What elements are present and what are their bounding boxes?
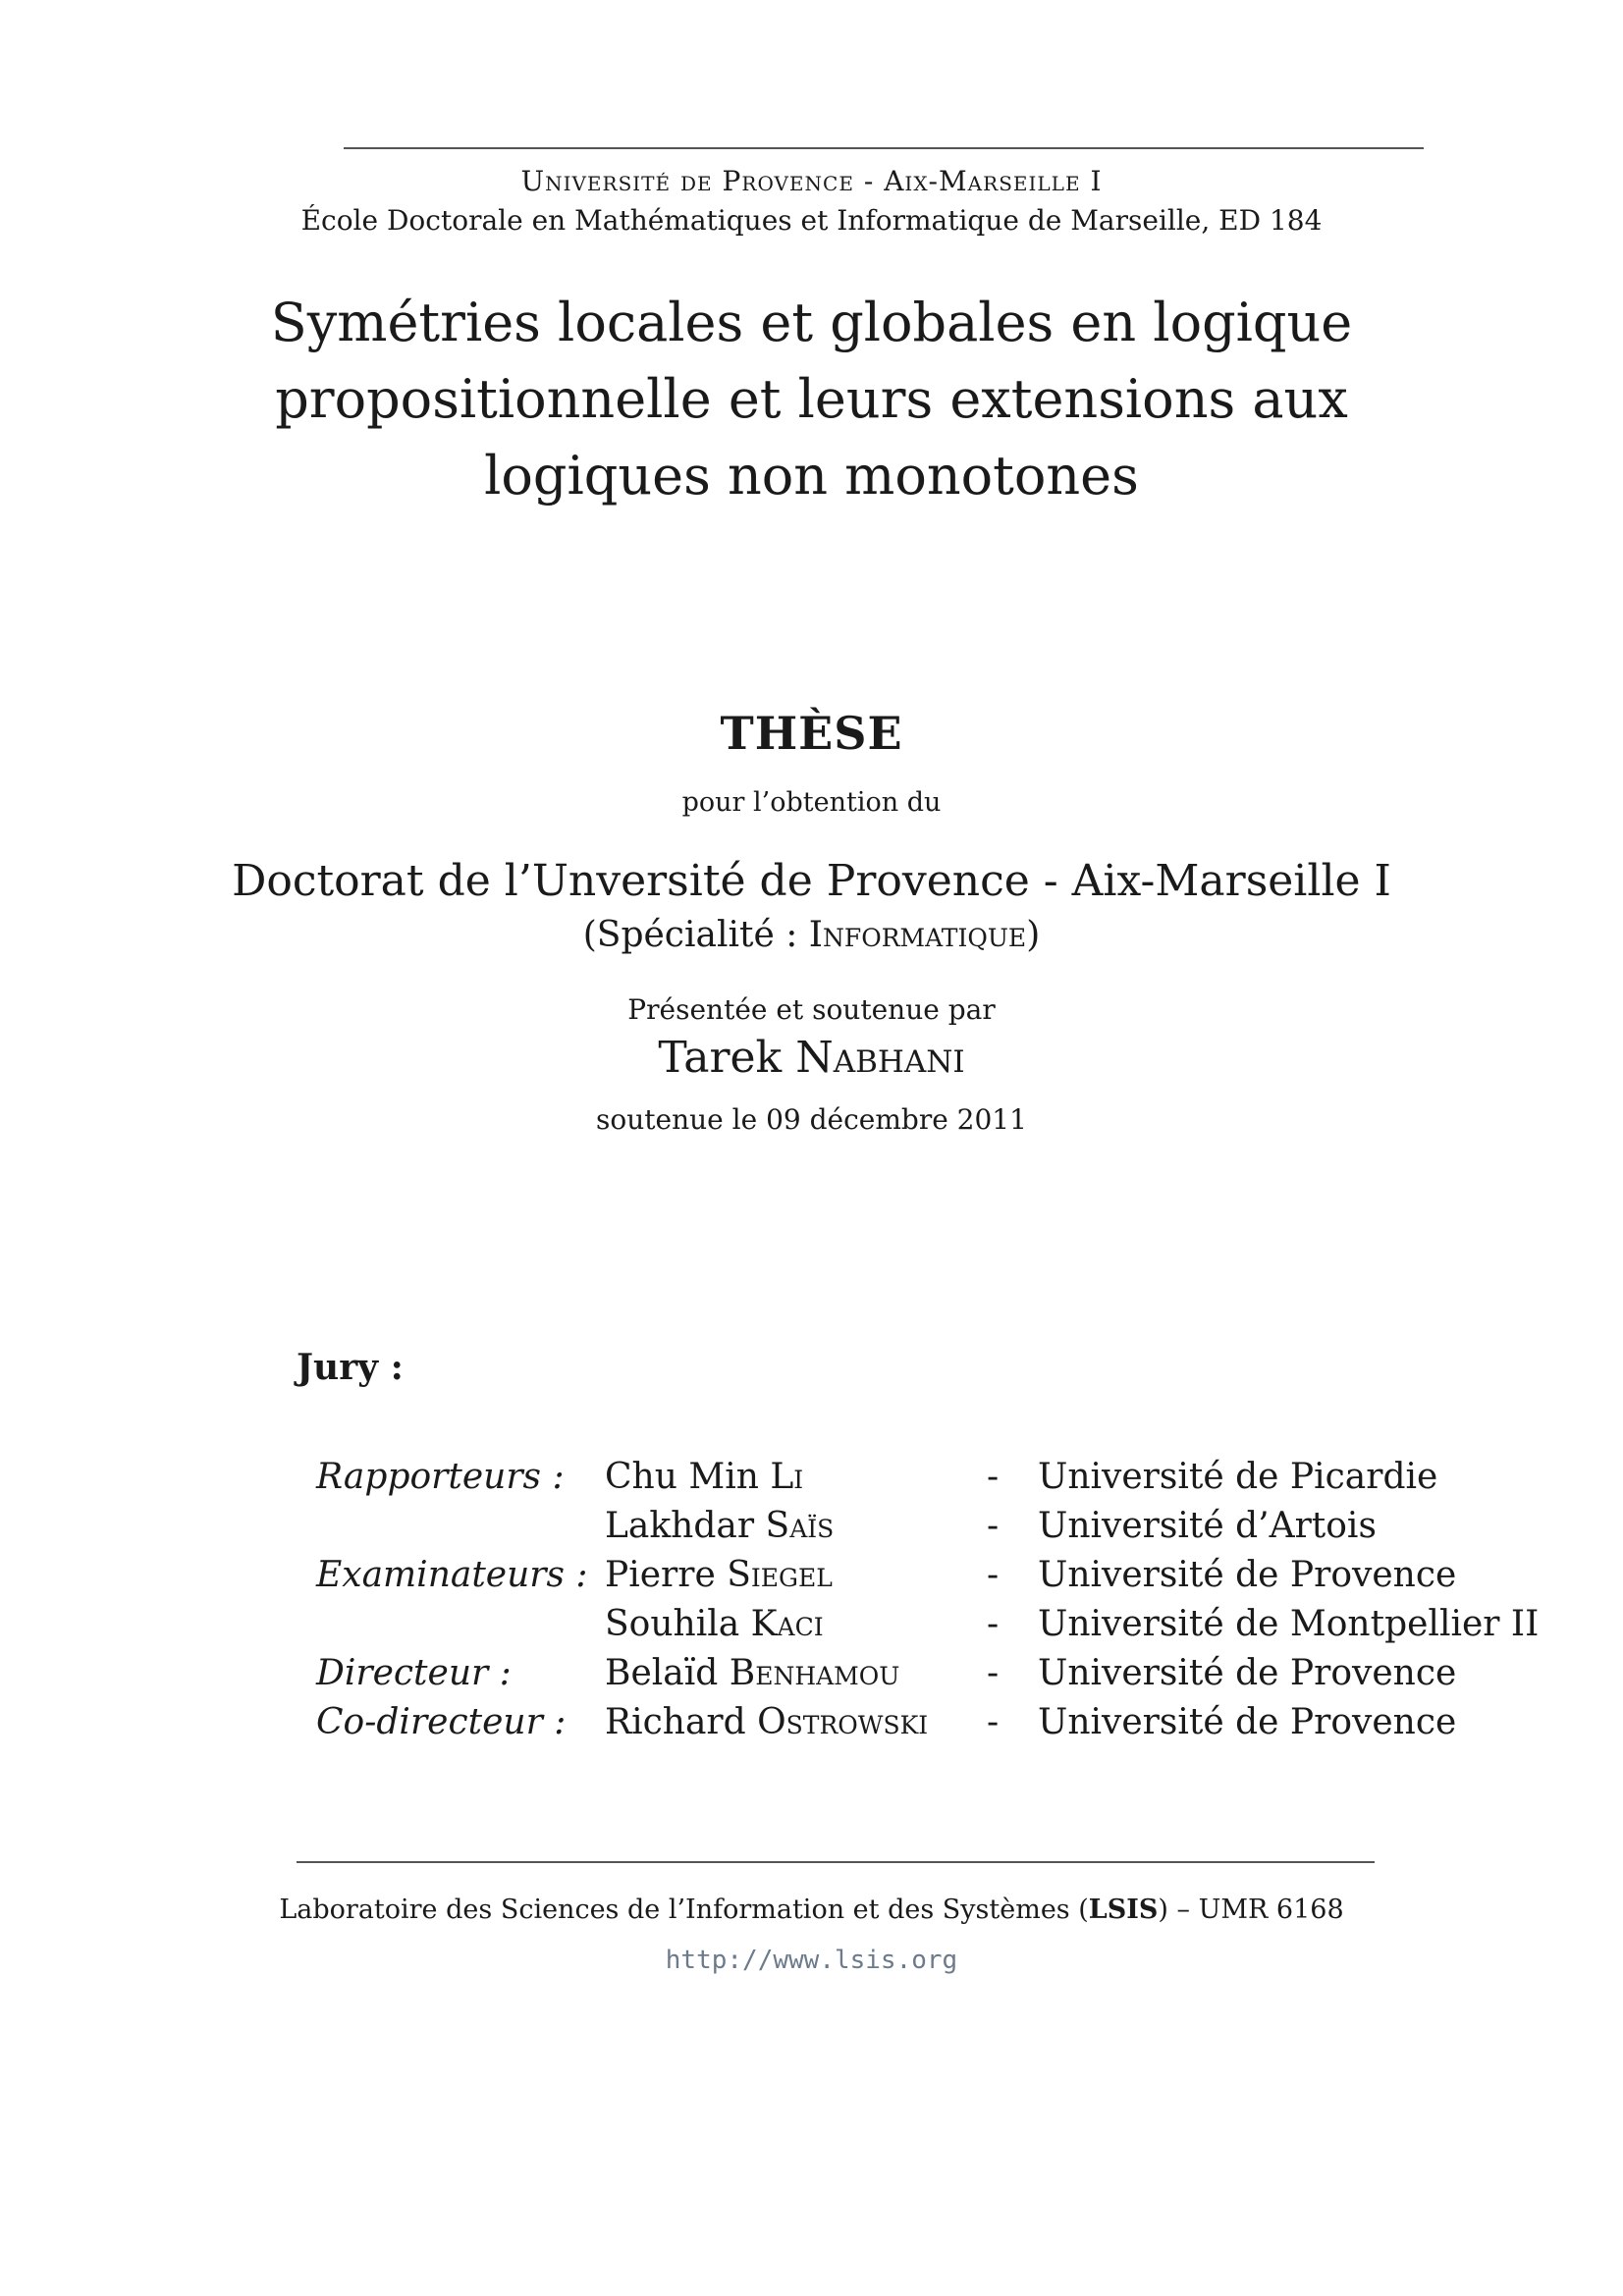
specialty-suffix: ) [1026, 915, 1041, 955]
jury-row [0, 1653, 1623, 1702]
jury-member-first: Pierre [605, 1555, 716, 1595]
lab-suffix: ) – UMR 6168 [1158, 1895, 1344, 1925]
jury-member-last: Li [770, 1457, 804, 1497]
jury-row [0, 1457, 1623, 1506]
specialty-value: Informatique [808, 915, 1027, 955]
lab-prefix: Laboratoire des Sciences de l’Information et des Systèmes ( [279, 1895, 1089, 1925]
jury-role: Examinateurs : [316, 1555, 588, 1595]
lab-acronym: LSIS [1088, 1895, 1159, 1925]
top-rule [344, 147, 1424, 149]
jury-affiliation: Université de Provence [1038, 1702, 1457, 1742]
jury-member-first: Souhila [605, 1604, 740, 1644]
doctoral-school [0, 204, 1623, 237]
thesis-title-line-1: Symétries locales et globales en logique [270, 292, 1353, 353]
these-heading [0, 707, 1623, 760]
degree-title [0, 856, 1623, 906]
jury-member-first: Richard [605, 1702, 746, 1742]
laboratory [0, 1895, 1623, 1925]
jury-separator: - [987, 1604, 1000, 1644]
jury-member-first: Chu Min [605, 1457, 759, 1497]
jury-role: Directeur : [316, 1653, 512, 1693]
jury-affiliation: Université de Picardie [1038, 1457, 1438, 1497]
for-obtaining [0, 787, 1623, 818]
jury-separator: - [987, 1555, 1000, 1595]
lab-url [0, 1946, 1623, 1975]
jury-member-last: Ostrowski [757, 1702, 929, 1742]
specialty-prefix: (Spécialité : [582, 915, 809, 955]
jury-member-last: Benhamou [729, 1653, 900, 1693]
thesis-title-line-2: propositionnelle et leurs extensions aux [275, 368, 1348, 430]
jury-role: Rapporteurs : [316, 1457, 565, 1497]
jury-member-name [605, 1604, 824, 1644]
jury-heading [297, 1347, 404, 1388]
jury-separator: - [987, 1457, 1000, 1497]
jury-row [0, 1702, 1623, 1751]
jury-member-name [605, 1702, 928, 1742]
defense-date-text: soutenue le 09 décembre 2011 [596, 1103, 1027, 1136]
for-obtaining-text: pour l’obtention du [681, 787, 942, 818]
jury-member-last: Kaci [750, 1604, 824, 1644]
jury-separator: - [987, 1702, 1000, 1742]
jury-member-name [605, 1506, 834, 1546]
university-name [0, 165, 1623, 197]
jury-separator: - [987, 1653, 1000, 1693]
jury-heading-text: Jury : [297, 1347, 404, 1388]
jury-separator: - [987, 1506, 1000, 1546]
jury-member-name [605, 1653, 899, 1693]
jury-row [0, 1506, 1623, 1555]
author-first-name: Tarek [658, 1033, 783, 1083]
degree-title-text: Doctorat de l’Unversité de Provence - Aix-Marseille I [232, 856, 1391, 906]
thesis-title-line-3: logiques non monotones [484, 445, 1139, 507]
jury-member-name [605, 1457, 803, 1497]
author-name [0, 1033, 1623, 1083]
jury-member-last: Siegel [727, 1555, 833, 1595]
jury-row [0, 1555, 1623, 1604]
jury-member-first: Belaïd [605, 1653, 719, 1693]
jury-affiliation: Université de Provence [1038, 1653, 1457, 1693]
author-last-name: Nabhani [795, 1033, 965, 1083]
bottom-rule [297, 1861, 1375, 1863]
doctoral-school-text: École Doctorale en Mathématiques et Informatique de Marseille, ED 184 [300, 204, 1323, 237]
presented-by [0, 993, 1623, 1026]
jury-affiliation: Université de Montpellier II [1038, 1604, 1540, 1644]
thesis-title [0, 285, 1623, 514]
presented-by-text: Présentée et soutenue par [627, 993, 996, 1026]
jury-member-first: Lakhdar [605, 1506, 755, 1546]
jury-row [0, 1604, 1623, 1653]
jury-role: Co-directeur : [316, 1702, 567, 1742]
jury-member-last: Saïs [765, 1506, 835, 1546]
lab-url-link[interactable]: http://www.lsis.org [665, 1946, 958, 1975]
jury-member-name [605, 1555, 833, 1595]
specialty [0, 915, 1623, 955]
jury-affiliation: Université de Provence [1038, 1555, 1457, 1595]
these-heading-text: THÈSE [720, 707, 903, 760]
university-name-text: Université de Provence - Aix-Marseille I [520, 165, 1103, 197]
defense-date [0, 1103, 1623, 1136]
jury-affiliation: Université d’Artois [1038, 1506, 1377, 1546]
